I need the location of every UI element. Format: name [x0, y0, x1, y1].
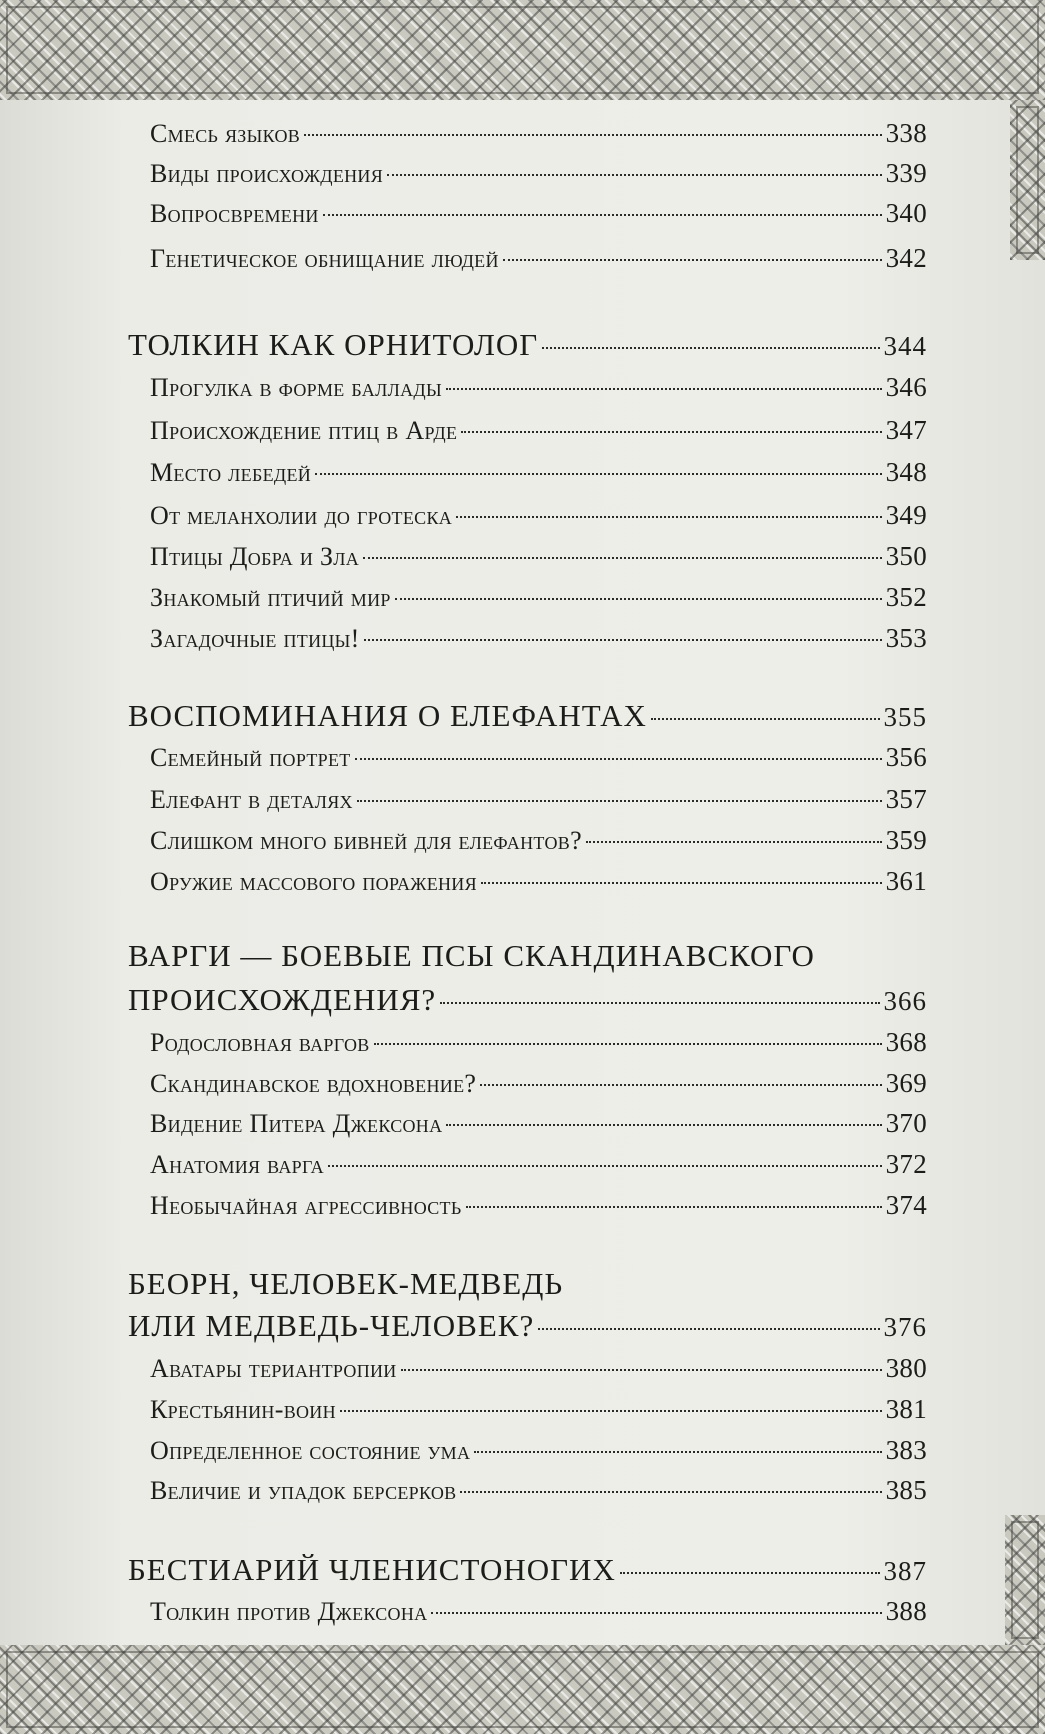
leader-dots — [363, 557, 882, 559]
toc-entry-title: Видение Питера Джексона — [150, 1109, 443, 1138]
toc-entry — [150, 457, 927, 488]
toc-entry — [150, 1068, 927, 1099]
toc-entry-title: Вопросвремени — [150, 199, 319, 228]
toc-entry-page: 387 — [883, 1556, 927, 1586]
toc-entry-page: 359 — [885, 825, 927, 855]
toc-entry — [150, 784, 927, 815]
leader-dots — [328, 1165, 882, 1167]
toc-entry — [150, 1027, 927, 1058]
toc-entry-title: Генетическое обнищание людей — [150, 244, 499, 273]
toc-entry-title: ИЛИ МЕДВЕДЬ-ЧЕЛОВЕК? — [128, 1308, 535, 1343]
toc-entry-page: 355 — [883, 702, 927, 732]
toc-entry-page: 350 — [885, 541, 927, 571]
toc-entry-page: 368 — [885, 1027, 927, 1057]
leader-dots — [651, 718, 880, 720]
leader-dots — [466, 1206, 882, 1208]
toc-entry-page: 352 — [885, 582, 927, 612]
leader-dots — [461, 431, 881, 433]
toc-section-heading — [128, 698, 927, 734]
toc-entry — [150, 1190, 927, 1221]
toc-entry-page: 388 — [885, 1596, 927, 1626]
toc-entry — [150, 1108, 927, 1139]
toc-entry — [150, 866, 927, 897]
toc-entry-page: 346 — [885, 372, 927, 402]
leader-dots — [542, 347, 879, 349]
toc-section-heading — [128, 1308, 927, 1344]
toc-entry-page: 380 — [885, 1353, 927, 1383]
toc-entry — [150, 1394, 927, 1425]
toc-section-heading — [128, 982, 927, 1018]
toc-entry-title: Виды происхождения — [150, 159, 384, 188]
toc-entry-page: 353 — [885, 623, 927, 653]
leader-dots — [460, 1491, 881, 1493]
toc-entry — [150, 500, 927, 531]
toc-entry-title: Семейный портрет — [150, 743, 351, 772]
leader-dots — [538, 1328, 879, 1330]
toc-entry — [150, 1435, 927, 1466]
toc-entry-title: Величие и упадок берсерков — [150, 1476, 457, 1505]
toc-section-heading-line1: ВАРГИ — БОЕВЫЕ ПСЫ СКАНДИНАВСКОГО — [128, 938, 815, 973]
toc-entry-page: 361 — [885, 866, 927, 896]
toc-entry — [150, 243, 927, 274]
toc-entry — [150, 372, 927, 403]
toc-entry-page: 374 — [885, 1190, 927, 1220]
toc-section-heading — [128, 1552, 927, 1588]
toc-entry — [150, 415, 927, 446]
leader-dots — [355, 758, 882, 760]
toc-entry — [150, 1596, 927, 1627]
toc-entry-title: ВОСПОМИНАНИЯ О ЕЛЕФАНТАХ — [128, 698, 647, 733]
leader-dots — [387, 174, 882, 176]
toc-entry — [150, 541, 927, 572]
toc-entry-title: Родословная варгов — [150, 1028, 370, 1057]
toc-entry-page: 376 — [883, 1312, 927, 1342]
toc-entry-page: 372 — [885, 1149, 927, 1179]
toc-entry-page: 347 — [885, 415, 927, 445]
toc-section-heading-line1: БЕОРН, ЧЕЛОВЕК-МЕДВЕДЬ — [128, 1266, 564, 1301]
toc-entry — [150, 118, 927, 149]
leader-dots — [620, 1572, 880, 1574]
leader-dots — [480, 1084, 881, 1086]
toc-entry-page: 369 — [885, 1068, 927, 1098]
toc-entry-page: 344 — [883, 331, 927, 361]
toc-entry-page: 381 — [885, 1394, 927, 1424]
toc-entry-title: Оружие массового поражения — [150, 867, 477, 896]
leader-dots — [456, 516, 882, 518]
toc-entry — [150, 1149, 927, 1180]
toc-entry — [150, 198, 927, 229]
toc-entry-page: 342 — [885, 243, 927, 273]
toc-entry-page: 338 — [885, 118, 927, 148]
toc-entry-page: 370 — [885, 1108, 927, 1138]
toc-entry — [150, 825, 927, 856]
toc-entry-page: 383 — [885, 1435, 927, 1465]
toc-entry-title: ПРОИСХОЖДЕНИЯ? — [128, 982, 437, 1017]
toc-entry — [150, 1353, 927, 1384]
toc-entry-title: Анатомия варга — [150, 1150, 324, 1179]
leader-dots — [401, 1369, 882, 1371]
toc-entry-title: Смесь языков — [150, 119, 301, 148]
leader-dots — [374, 1043, 882, 1045]
toc-entry-title: ТОЛКИН КАК ОРНИТОЛОГ — [128, 327, 539, 362]
toc-entry-page: 339 — [885, 158, 927, 188]
toc-entry — [150, 623, 927, 654]
leader-dots — [481, 882, 882, 884]
leader-dots — [446, 1124, 881, 1126]
toc-entry-title: Происхождение птиц в Арде — [150, 416, 458, 445]
leader-dots — [431, 1612, 881, 1614]
toc-entry-title: Место лебедей — [150, 458, 312, 487]
leader-dots — [440, 1002, 879, 1004]
toc-entry-page: 366 — [883, 986, 927, 1016]
toc-entry-title: БЕСТИАРИЙ ЧЛЕНИСТОНОГИХ — [128, 1552, 616, 1587]
leader-dots — [474, 1451, 881, 1453]
leader-dots — [503, 259, 882, 261]
toc-entry — [150, 1475, 927, 1506]
toc-entry-page: 340 — [885, 198, 927, 228]
leader-dots — [395, 598, 882, 600]
toc-entry-title: Определенное состояние ума — [150, 1436, 471, 1465]
toc-entry-title: Елефант в деталях — [150, 785, 353, 814]
toc-entry-page: 349 — [885, 500, 927, 530]
toc-entry — [150, 582, 927, 613]
toc-entry-title: От меланхолии до гротеска — [150, 501, 453, 530]
toc-entry-title: Птицы Добра и Зла — [150, 542, 360, 571]
toc-section-heading — [128, 327, 927, 363]
leader-dots — [364, 639, 882, 641]
toc-entry — [150, 158, 927, 189]
leader-dots — [340, 1410, 882, 1412]
toc-entry-title: Толкин против Джексона — [150, 1597, 428, 1626]
toc-entry-title: Знакомый птичий мир — [150, 583, 391, 612]
leader-dots — [315, 473, 882, 475]
toc-entry-page: 385 — [885, 1475, 927, 1505]
toc-entry-title: Загадочные птицы! — [150, 624, 360, 653]
leader-dots — [586, 841, 882, 843]
toc-entry-title: Прогулка в форме баллады — [150, 373, 442, 402]
toc-entry-title: Крестьянин-воин — [150, 1395, 336, 1424]
toc-entry — [150, 742, 927, 773]
leader-dots — [304, 134, 882, 136]
leader-dots — [357, 800, 882, 802]
toc-entry-page: 356 — [885, 742, 927, 772]
toc-entry-title: Необычайная агрессивность — [150, 1191, 462, 1220]
toc-entry-title: Аватары териантропии — [150, 1354, 397, 1383]
toc-entry-page: 357 — [885, 784, 927, 814]
toc-entry-page: 348 — [885, 457, 927, 487]
leader-dots — [323, 214, 882, 216]
leader-dots — [446, 388, 882, 390]
toc-entry-title: Скандинавское вдохновение? — [150, 1069, 477, 1098]
toc-entry-title: Слишком много бивней для елефантов? — [150, 826, 582, 855]
